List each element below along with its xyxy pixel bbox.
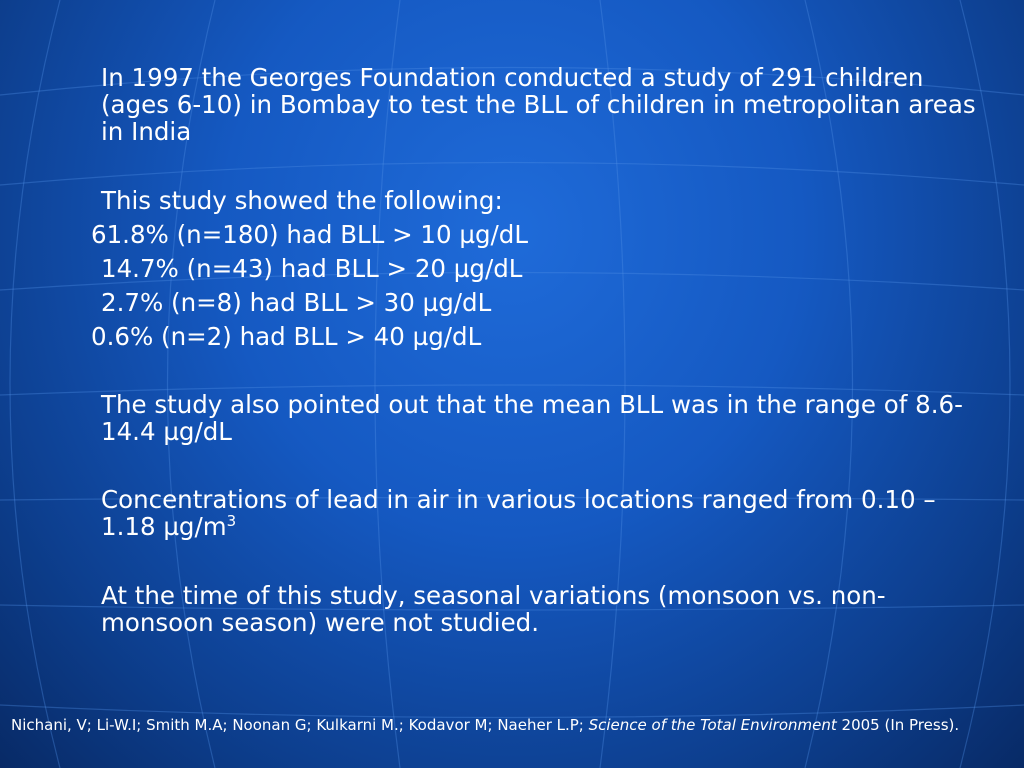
result-line-3: 2.7% (n=8) had BLL > 30 µg/dL: [101, 288, 492, 317]
study-intro-text: In 1997 the Georges Foundation conducted a study of 291 children (ages 6-10) in Bombay to test the BLL of children in metropolitan areas in India: [101, 63, 976, 146]
citation-journal: Science of the Total Environment: [588, 716, 837, 734]
results-heading: This study showed the following:: [101, 186, 503, 215]
seasonal-variation-text: At the time of this study, seasonal variations (monsoon vs. non-monsoon season) were not studied.: [101, 581, 886, 637]
result-line-2: 14.7% (n=43) had BLL > 20 µg/dL: [101, 254, 523, 283]
air-concentration-text: [101, 486, 981, 540]
citation-authors: Nichani, V; Li-W.I; Smith M.A; Noonan G; Kulkarni M.; Kodavor M; Naeher L.P;: [11, 716, 589, 734]
citation: [11, 714, 1011, 736]
cubic-superscript: 3: [226, 512, 237, 530]
citation-year: 2005 (In Press).: [836, 716, 960, 734]
mean-bll-text: The study also pointed out that the mean BLL was in the range of 8.6-14.4 µg/dL: [101, 390, 963, 446]
result-line-1: 61.8% (n=180) had BLL > 10 µg/dL: [91, 220, 528, 249]
air-concentration-body: Concentrations of lead in air in various locations ranged from 0.10 – 1.18 µg/m: [101, 485, 936, 541]
result-line-4: 0.6% (n=2) had BLL > 40 µg/dL: [91, 322, 482, 351]
